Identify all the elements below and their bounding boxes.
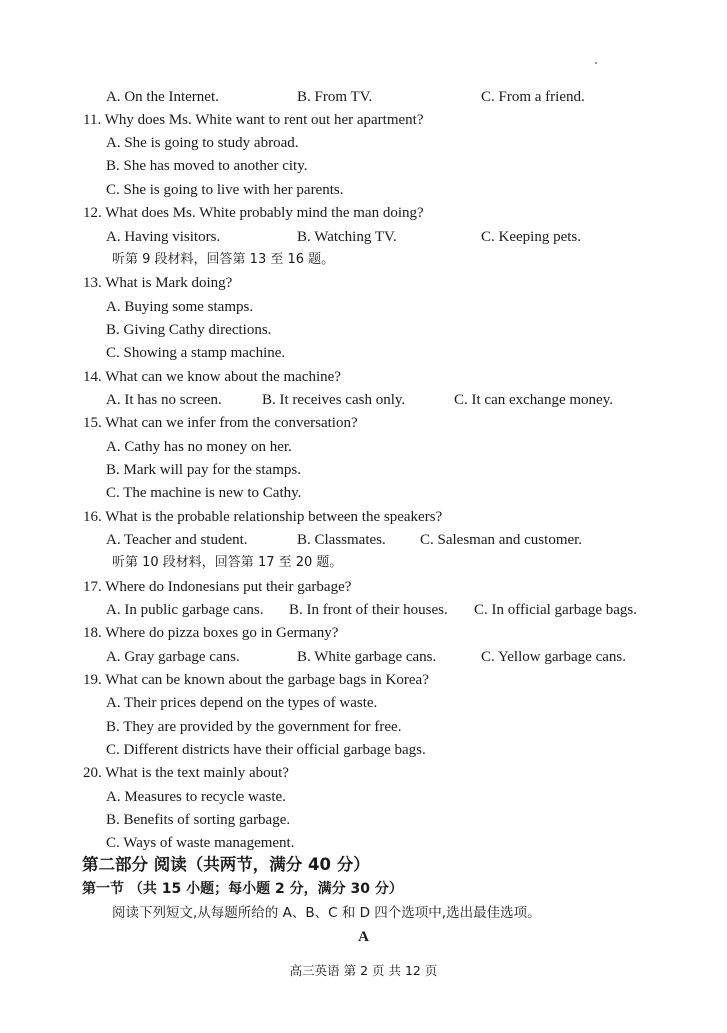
q18-option-c: C. Yellow garbage cans. bbox=[481, 649, 626, 665]
q14-option-b: B. It receives cash only. bbox=[262, 392, 406, 408]
scan-speck bbox=[595, 62, 597, 64]
passage9-instruction: 听第 9 段材料，回答第 13 至 16 题。 bbox=[112, 252, 335, 267]
q15-option-c: C. The machine is new to Cathy. bbox=[106, 485, 302, 501]
q15-stem: 15. What can we infer from the conversation? bbox=[83, 415, 358, 431]
q20-option-b: B. Benefits of sorting garbage. bbox=[106, 812, 291, 828]
q17-option-a: A. In public garbage cans. bbox=[106, 602, 264, 618]
reading-instruction: 阅读下列短文,从每题所给的 A、B、C 和 D 四个选项中,选出最佳选项。 bbox=[112, 905, 541, 921]
q10-option-b: B. From TV. bbox=[297, 89, 373, 105]
passage-label: A bbox=[358, 929, 369, 945]
q12-stem: 12. What does Ms. White probably mind the man doing? bbox=[83, 205, 424, 221]
q18-option-b: B. White garbage cans. bbox=[297, 649, 437, 665]
q16-stem: 16. What is the probable relationship between the speakers? bbox=[83, 509, 443, 525]
q19-stem: 19. What can be known about the garbage bags in Korea? bbox=[83, 672, 429, 688]
q13-option-a: A. Buying some stamps. bbox=[106, 299, 254, 315]
page-footer: 高三英语 第 2 页 共 12 页 bbox=[289, 963, 438, 978]
q15-option-b: B. Mark will pay for the stamps. bbox=[106, 462, 301, 478]
q18-option-a: A. Gray garbage cans. bbox=[106, 649, 240, 665]
q14-option-a: A. It has no screen. bbox=[106, 392, 222, 408]
q18-stem: 18. Where do pizza boxes go in Germany? bbox=[83, 625, 339, 641]
q17-option-c: C. In official garbage bags. bbox=[474, 602, 638, 618]
q16-option-c: C. Salesman and customer. bbox=[420, 532, 583, 548]
q12-option-a: A. Having visitors. bbox=[106, 229, 221, 245]
q20-option-a: A. Measures to recycle waste. bbox=[106, 789, 286, 805]
q13-option-b: B. Giving Cathy directions. bbox=[106, 322, 272, 338]
passage10-instruction: 听第 10 段材料，回答第 17 至 20 题。 bbox=[112, 555, 343, 570]
q15-option-a: A. Cathy has no money on her. bbox=[106, 439, 292, 455]
section1-title: 第一节 （共 15 小题；每小题 2 分，满分 30 分） bbox=[82, 881, 403, 897]
q16-option-a: A. Teacher and student. bbox=[106, 532, 248, 548]
q20-option-c: C. Ways of waste management. bbox=[106, 835, 295, 851]
q10-option-c: C. From a friend. bbox=[481, 89, 585, 105]
q19-option-b: B. They are provided by the government for free. bbox=[106, 719, 402, 735]
q19-option-c: C. Different districts have their official garbage bags. bbox=[106, 742, 426, 758]
q17-option-b: B. In front of their houses. bbox=[289, 602, 448, 618]
q13-stem: 13. What is Mark doing? bbox=[83, 275, 233, 291]
q14-option-c: C. It can exchange money. bbox=[454, 392, 613, 408]
q14-stem: 14. What can we know about the machine? bbox=[83, 369, 341, 385]
q19-option-a: A. Their prices depend on the types of waste. bbox=[106, 695, 378, 711]
q12-option-b: B. Watching TV. bbox=[297, 229, 397, 245]
q11-option-a: A. She is going to study abroad. bbox=[106, 135, 299, 151]
q11-option-b: B. She has moved to another city. bbox=[106, 158, 308, 174]
q10-option-a: A. On the Internet. bbox=[106, 89, 219, 105]
q12-option-c: C. Keeping pets. bbox=[481, 229, 581, 245]
q16-option-b: B. Classmates. bbox=[297, 532, 386, 548]
q11-stem: 11. Why does Ms. White want to rent out her apartment? bbox=[83, 112, 424, 128]
q11-option-c: C. She is going to live with her parents. bbox=[106, 182, 344, 198]
part2-title: 第二部分 阅读（共两节，满分 40 分） bbox=[82, 855, 370, 874]
q20-stem: 20. What is the text mainly about? bbox=[83, 765, 289, 781]
q17-stem: 17. Where do Indonesians put their garbage? bbox=[83, 579, 352, 595]
q13-option-c: C. Showing a stamp machine. bbox=[106, 345, 286, 361]
